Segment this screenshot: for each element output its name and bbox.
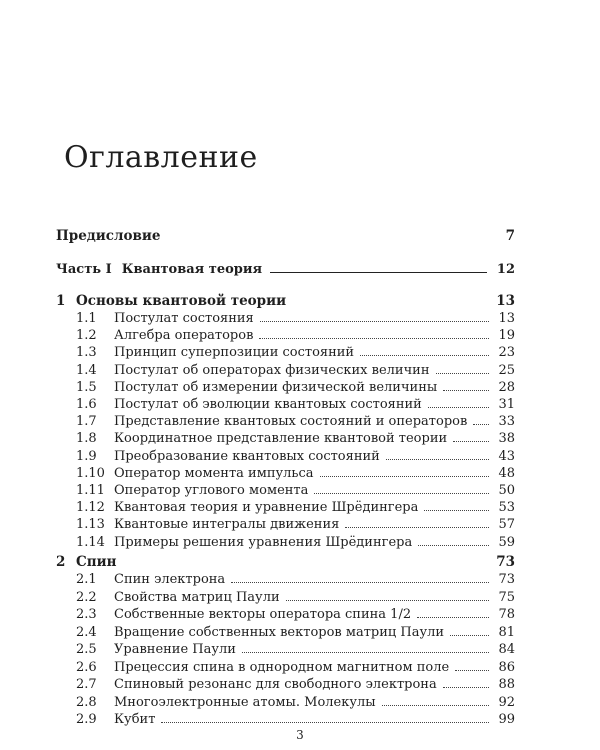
section-page: 23 <box>498 345 515 361</box>
dot-leader <box>320 475 489 477</box>
section-number: 1.11 <box>76 483 105 498</box>
page-number: 3 <box>296 728 304 742</box>
toc-section[interactable] <box>56 466 515 481</box>
dot-leader <box>455 669 489 671</box>
part-label: Часть I <box>56 262 112 277</box>
dot-leader <box>443 389 489 391</box>
section-title: Постулат об измерении физической величины <box>114 379 438 395</box>
page-title: Оглавление <box>64 140 258 175</box>
section-title: Собственные векторы оператора спина 1/2 <box>114 607 412 622</box>
section-page: 25 <box>498 362 515 378</box>
chapter-page: 13 <box>496 293 515 309</box>
dot-leader <box>259 337 489 339</box>
toc-section[interactable] <box>56 660 515 675</box>
section-number: 1.13 <box>76 517 105 533</box>
section-page: 86 <box>498 659 515 675</box>
section-number: 2.9 <box>76 712 97 727</box>
section-page: 73 <box>498 572 515 587</box>
section-title: Многоэлектронные атомы. Молекулы <box>114 694 376 710</box>
section-page: 81 <box>498 624 515 640</box>
preface-label: Предисловие <box>56 228 161 244</box>
section-number: 1.12 <box>76 500 105 516</box>
section-page: 38 <box>498 431 515 447</box>
section-page: 31 <box>498 397 515 412</box>
toc-part[interactable] <box>56 262 515 277</box>
section-number: 1.3 <box>76 345 97 361</box>
part-rule <box>270 272 487 273</box>
toc-section[interactable] <box>56 607 515 622</box>
section-title: Оператор момента импульса <box>114 465 314 481</box>
dot-leader <box>424 509 489 511</box>
toc-section[interactable] <box>56 517 515 532</box>
section-title: Преобразование квантовых состояний <box>114 448 380 464</box>
toc-section[interactable] <box>56 380 515 395</box>
section-number: 2.5 <box>76 642 97 657</box>
toc-section[interactable] <box>56 449 515 464</box>
section-title: Принцип суперпозиции состояний <box>114 345 355 361</box>
toc-section[interactable] <box>56 431 515 446</box>
chapter-page: 73 <box>496 554 515 570</box>
section-number: 1.2 <box>76 328 97 344</box>
section-number: 2.2 <box>76 589 97 605</box>
toc-section[interactable] <box>56 625 515 640</box>
section-page: 88 <box>498 677 515 692</box>
preface-page: 7 <box>505 228 515 244</box>
dot-leader <box>345 526 489 528</box>
toc-section[interactable] <box>56 677 515 692</box>
toc-section[interactable] <box>56 572 515 587</box>
dot-leader <box>382 704 489 706</box>
dot-leader <box>360 354 489 356</box>
section-page: 78 <box>498 607 515 622</box>
section-page: 84 <box>498 642 515 657</box>
chapter-title: Спин <box>76 554 117 570</box>
dot-leader <box>428 406 489 408</box>
toc-preface[interactable] <box>56 228 515 244</box>
toc-section[interactable] <box>56 535 515 550</box>
chapter-number: 1 <box>56 293 66 309</box>
toc-section[interactable] <box>56 311 515 326</box>
dot-leader <box>260 320 489 322</box>
section-page: 43 <box>498 448 515 464</box>
section-number: 2.6 <box>76 659 97 675</box>
section-number: 1.5 <box>76 379 97 395</box>
section-page: 33 <box>498 414 515 430</box>
section-number: 2.7 <box>76 677 97 692</box>
dot-leader <box>386 458 489 460</box>
section-number: 1.8 <box>76 431 97 447</box>
dot-leader <box>443 686 489 688</box>
toc-section[interactable] <box>56 397 515 412</box>
section-number: 1.14 <box>76 534 105 550</box>
toc-section[interactable] <box>56 695 515 710</box>
toc-section[interactable] <box>56 712 515 727</box>
section-title: Координатное представление квантовой теории <box>114 431 448 447</box>
dot-leader <box>418 544 489 546</box>
chapter-title: Основы квантовой теории <box>76 293 287 309</box>
toc-section[interactable] <box>56 414 515 429</box>
section-title: Представление квантовых состояний и операторов <box>114 414 468 430</box>
section-number: 1.6 <box>76 397 97 412</box>
section-title: Спиновый резонанс для свободного электрона <box>114 677 437 692</box>
section-number: 2.3 <box>76 607 97 622</box>
section-number: 1.10 <box>76 465 105 481</box>
section-number: 1.1 <box>76 311 97 326</box>
part-page: 12 <box>496 262 515 277</box>
section-page: 53 <box>498 500 515 516</box>
dot-leader <box>161 721 489 723</box>
section-title: Квантовая теория и уравнение Шрёдингера <box>114 500 419 516</box>
toc-chapter[interactable] <box>56 293 515 309</box>
section-title: Свойства матриц Паули <box>114 589 280 605</box>
section-title: Примеры решения уравнения Шрёдингера <box>114 534 413 550</box>
dot-leader <box>473 423 489 425</box>
section-title: Спин электрона <box>114 572 226 587</box>
dot-leader <box>453 440 489 442</box>
section-number: 1.4 <box>76 362 97 378</box>
toc-section[interactable] <box>56 363 515 378</box>
toc-chapter[interactable] <box>56 554 515 570</box>
section-title: Кубит <box>114 712 156 727</box>
section-number: 1.7 <box>76 414 97 430</box>
section-title: Вращение собственных векторов матриц Паули <box>114 624 445 640</box>
toc-section[interactable] <box>56 345 515 360</box>
toc-section[interactable] <box>56 483 515 498</box>
dot-leader <box>286 599 489 601</box>
section-page: 13 <box>498 311 515 326</box>
dot-leader <box>417 616 489 618</box>
dot-leader <box>436 372 490 374</box>
section-page: 59 <box>498 534 515 550</box>
section-title: Прецессия спина в однородном магнитном поле <box>114 659 450 675</box>
section-page: 28 <box>498 379 515 395</box>
section-page: 99 <box>498 712 515 727</box>
section-title: Постулат состояния <box>114 311 254 326</box>
section-number: 2.4 <box>76 624 97 640</box>
section-number: 2.8 <box>76 694 97 710</box>
section-page: 19 <box>498 328 515 344</box>
section-title: Уравнение Паули <box>114 642 236 657</box>
section-page: 48 <box>498 465 515 481</box>
toc-section[interactable] <box>56 500 515 515</box>
section-number: 1.9 <box>76 448 97 464</box>
section-title: Постулат об эволюции квантовых состояний <box>114 397 422 412</box>
section-page: 75 <box>498 589 515 605</box>
toc-section[interactable] <box>56 590 515 605</box>
section-page: 57 <box>498 517 515 533</box>
toc-section[interactable] <box>56 642 515 657</box>
chapter-number: 2 <box>56 554 66 570</box>
section-page: 92 <box>498 694 515 710</box>
section-title: Оператор углового момента <box>114 483 309 498</box>
toc-section[interactable] <box>56 328 515 343</box>
section-number: 2.1 <box>76 572 97 587</box>
dot-leader <box>314 492 489 494</box>
section-title: Постулат об операторах физических величин <box>114 362 430 378</box>
dot-leader <box>450 634 489 636</box>
section-page: 50 <box>498 483 515 498</box>
dot-leader <box>242 651 489 653</box>
section-title: Квантовые интегралы движения <box>114 517 340 533</box>
dot-leader <box>231 581 489 583</box>
section-title: Алгебра операторов <box>114 328 254 344</box>
part-title: Квантовая теория <box>121 262 263 277</box>
